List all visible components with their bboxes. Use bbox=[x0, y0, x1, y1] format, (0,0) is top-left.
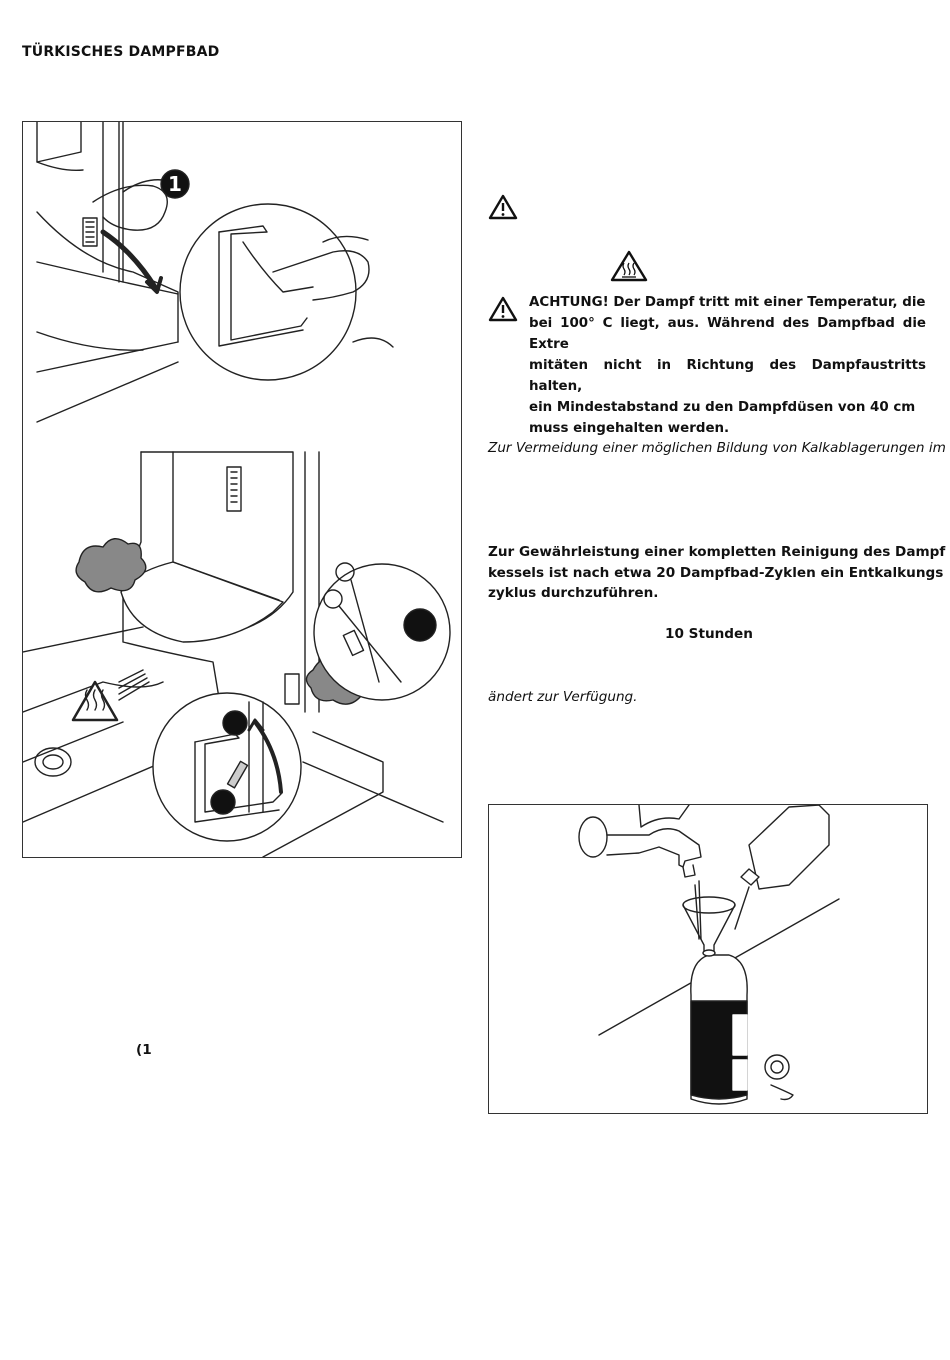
hours-label: 10 Stunden bbox=[665, 626, 753, 642]
hot-surface-icon bbox=[610, 250, 648, 282]
warning-line: bei 100° C liegt, aus. Während des Dampfbad die Extre bbox=[529, 316, 926, 352]
figure-descaling-illustration bbox=[488, 804, 928, 1114]
descaling-instructions bbox=[488, 542, 946, 604]
descaling-line: Zur Gewährleistung einer kompletten Reinigung des Dampf bbox=[488, 544, 946, 560]
warning-line: mitäten nicht in Richtung des Dampfaustritts halten, bbox=[529, 358, 926, 394]
steam-temperature-warning bbox=[529, 292, 926, 439]
descaling-line: zyklus durchzuführen. bbox=[488, 585, 659, 601]
warning-line: ACHTUNG! Der Dampf tritt mit einer Temperatur, die bbox=[529, 295, 926, 310]
limescale-note: Zur Vermeidung einer möglichen Bildung von Kalkablagerungen im bbox=[488, 440, 946, 456]
steam-outlet-drawing bbox=[23, 122, 461, 857]
parenthetical-fragment: (1 bbox=[136, 1042, 152, 1058]
availability-note: ändert zur Verfügung. bbox=[488, 689, 638, 705]
warning-line: ein Mindestabstand zu den Dampfdüsen von 40 cm bbox=[529, 400, 916, 415]
warning-triangle-icon bbox=[488, 194, 518, 220]
descaling-line: kessels ist nach etwa 20 Dampfbad-Zyklen ein Entkalkungs bbox=[488, 564, 944, 581]
figure-steam-outlet-illustration bbox=[22, 121, 462, 858]
step-number-label: 1 bbox=[168, 172, 182, 196]
warning-line: muss eingehalten werden. bbox=[529, 421, 730, 436]
descaling-bottle-drawing bbox=[489, 805, 927, 1113]
page-header: TÜRKISCHES DAMPFBAD bbox=[22, 44, 220, 60]
warning-triangle-icon bbox=[488, 296, 518, 322]
